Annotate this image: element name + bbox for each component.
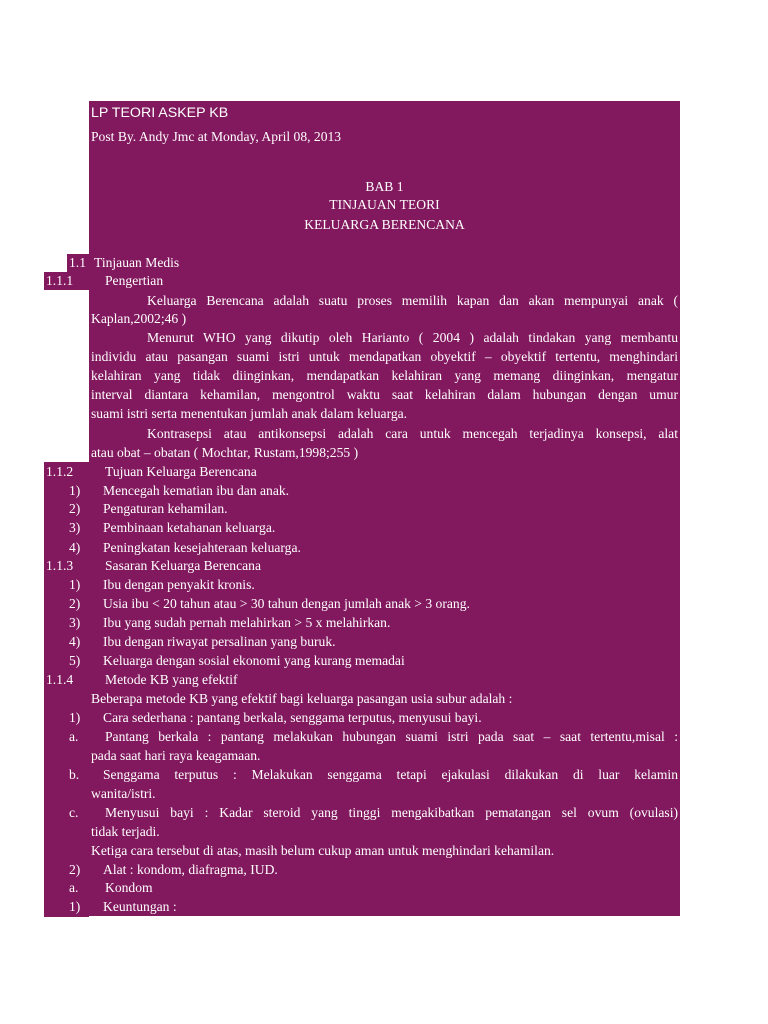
list-item-number: 5) [69,653,81,668]
subsection-number: 1.1.1 [46,273,74,288]
paragraph-line: individu atau pasangan suami istri untuk mendapatkan obyektif – obyektif tertentu, menghindari [91,349,678,364]
list-item-number: 1) [69,710,81,725]
list-item-number: 3) [69,615,81,630]
list-item-text: tidak terjadi. [91,824,160,839]
paragraph-line: Menurut WHO yang dikutip oleh Harianto ( 2004 ) adalah tindakan yang membantu [147,330,678,345]
paragraph-line: Kaplan,2002;46 ) [91,311,187,326]
paragraph-line: suami istri serta menentukan jumlah anak dalam keluarga. [91,406,408,421]
paragraph-line: Kontrasepsi atau antikonsepsi adalah cara untuk mencegah terjadinya konsepsi, alat [147,426,678,441]
list-item-number: b. [69,767,80,782]
list-item-number: a. [69,880,79,895]
subsection-title: Pengertian [105,273,164,288]
list-item-number: 2) [69,596,81,611]
list-item-text: Pembinaan ketahanan keluarga. [103,520,276,535]
paragraph-line: interval diantara kehamilan, mengontrol waktu saat kelahiran dalam hubungan dengan umur [91,387,678,402]
list-item-text: Ibu dengan riwayat persalinan yang buruk. [103,634,336,649]
list-item-number: 4) [69,634,81,649]
subsection-number: 1.1.3 [46,558,74,573]
paragraph-line: atau obat – obatan ( Mochtar, Rustam,1998;255 ) [91,445,359,460]
list-item-text: Senggama terputus : Melakukan senggama tetapi ejakulasi dilakukan di luar kelamin [103,767,678,782]
subsection-number: 1.1.2 [46,464,74,479]
list-item-number: 1) [69,899,81,914]
chapter-title: TINJAUAN TEORI [329,197,440,212]
paragraph-line: Beberapa metode KB yang efektif bagi keluarga pasangan usia subur adalah : [91,691,513,706]
list-item-text: Kondom [105,880,153,895]
chapter-number: BAB 1 [365,179,404,194]
list-item-text: Mencegah kematian ibu dan anak. [103,483,290,498]
list-item-text: Pantang berkala : pantang melakukan hubungan suami istri pada saat – saat tertentu,misal : [105,729,678,744]
paragraph-line: Keluarga Berencana adalah suatu proses memilih kapan dan akan mempunyai anak ( [147,293,678,308]
chapter-subtitle: KELUARGA BERENCANA [304,217,465,232]
list-item-text: Peningkatan kesejahteraan keluarga. [103,540,301,555]
list-item-number: 1) [69,483,81,498]
list-item-text: wanita/istri. [91,786,156,801]
list-item-number: 2) [69,501,81,516]
list-item-number: c. [69,805,79,820]
subsection-title: Sasaran Keluarga Berencana [105,558,261,573]
list-item-text: Pengaturan kehamilan. [103,501,228,516]
document-title: LP TEORI ASKEP KB [91,105,229,121]
list-item-number: 3) [69,520,81,535]
list-item-text: pada saat hari raya keagamaan. [91,748,261,763]
list-item-text: Ibu dengan penyakit kronis. [103,577,255,592]
list-item-text: Menyusui bayi : Kadar steroid yang tinggi mengakibatkan pematangan sel ovum (ovulasi) [105,805,678,820]
list-item-number: a. [69,729,79,744]
post-byline: Post By. Andy Jmc at Monday, April 08, 2013 [91,129,342,144]
list-item-text: Cara sederhana : pantang berkala, senggama terputus, menyusui bayi. [103,710,482,725]
subsection-title: Tujuan Keluarga Berencana [105,464,257,479]
list-item-number: 1) [69,577,81,592]
section-number: 1.1 [69,255,86,270]
subsection-number: 1.1.4 [46,672,74,687]
list-item-text: Keuntungan : [103,899,177,914]
list-item-text: Alat : kondom, diafragma, IUD. [103,862,278,877]
list-item-text: Keluarga dengan sosial ekonomi yang kurang memadai [103,653,405,668]
highlight-seg [44,462,89,917]
paragraph-line: Ketiga cara tersebut di atas, masih belum cukup aman untuk menghindari kehamilan. [91,843,555,858]
list-item-text: Usia ibu < 20 tahun atau > 30 tahun dengan jumlah anak > 3 orang. [103,596,470,611]
list-item-number: 4) [69,540,81,555]
subsection-title: Metode KB yang efektif [105,672,238,687]
section-title: Tinjauan Medis [94,255,180,270]
list-item-number: 2) [69,862,81,877]
paragraph-line: kelahiran yang tidak diinginkan, mendapatkan kelahiran yang memang diinginkan, mengatur [91,368,678,383]
list-item-text: Ibu yang sudah pernah melahirkan > 5 x melahirkan. [103,615,391,630]
